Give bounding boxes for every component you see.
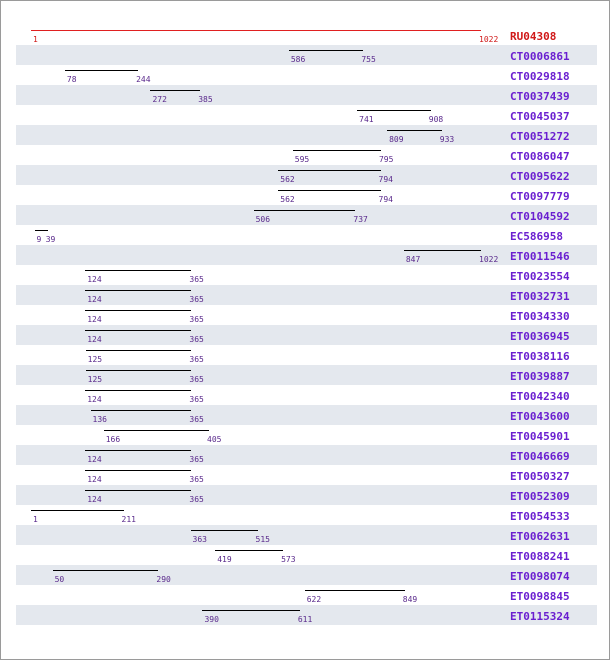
sequence-id-link[interactable]: ET0036945 (510, 330, 570, 343)
start-coordinate: 272 (152, 95, 167, 104)
start-coordinate: 124 (87, 275, 102, 284)
reference-id-link[interactable]: RU04308 (510, 30, 557, 43)
end-coordinate: 365 (189, 355, 204, 364)
sequence-id-link[interactable]: CT0006861 (510, 50, 570, 63)
end-coordinate: 365 (189, 375, 204, 384)
sequence-id-link[interactable]: ET0046669 (510, 450, 570, 463)
alignment-bar (85, 330, 191, 331)
start-coordinate: 124 (87, 315, 102, 324)
end-coordinate: 211 (121, 515, 136, 524)
alignment-bar (254, 210, 356, 211)
alignment-bar (202, 610, 299, 611)
alignment-bar (31, 510, 124, 511)
alignment-bar (104, 430, 209, 431)
end-coordinate: 794 (378, 195, 393, 204)
end-coordinate: 1022 (479, 35, 499, 44)
sequence-id-link[interactable]: ET0050327 (510, 470, 570, 483)
sequence-id-link[interactable]: ET0098845 (510, 590, 570, 603)
end-coordinate: 1022 (479, 255, 499, 264)
start-coordinate: 124 (87, 455, 102, 464)
start-coordinate: 124 (87, 395, 102, 404)
end-coordinate: 365 (189, 395, 204, 404)
alignment-bar (278, 170, 380, 171)
start-coordinate: 50 (54, 575, 65, 584)
sequence-id-link[interactable]: ET0039887 (510, 370, 570, 383)
start-coordinate: 124 (87, 475, 102, 484)
end-coordinate: 795 (378, 155, 394, 164)
alignment-bar (150, 90, 200, 91)
alignment-bar (278, 190, 380, 191)
start-coordinate: 622 (306, 595, 322, 604)
sequence-id-link[interactable]: EC586958 (510, 230, 563, 243)
alignment-bar (85, 270, 191, 271)
alignment-bar (35, 230, 48, 231)
alignment-bar (53, 570, 159, 571)
sequence-id-link[interactable]: CT0104592 (510, 210, 570, 223)
start-coordinate: 9 (36, 235, 42, 244)
start-coordinate: 124 (87, 495, 102, 504)
sequence-id-link[interactable]: CT0029818 (510, 70, 570, 83)
sequence-id-link[interactable]: ET0062631 (510, 530, 570, 543)
end-coordinate: 365 (189, 315, 204, 324)
alignment-bar (85, 390, 191, 391)
end-coordinate: 405 (207, 435, 222, 444)
sequence-id-link[interactable]: CT0086047 (510, 150, 570, 163)
sequence-id-link[interactable]: ET0054533 (510, 510, 570, 523)
sequence-id-link[interactable]: ET0042340 (510, 390, 570, 403)
end-coordinate: 365 (189, 275, 204, 284)
reference-bar (31, 30, 481, 31)
alignment-bar (91, 410, 192, 411)
sequence-id-link[interactable]: ET0032731 (510, 290, 570, 303)
end-coordinate: 290 (156, 575, 171, 584)
end-coordinate: 755 (361, 55, 376, 64)
sequence-id-link[interactable]: ET0038116 (510, 350, 570, 363)
start-coordinate: 847 (405, 255, 421, 264)
sequence-id-link[interactable]: CT0097779 (510, 190, 570, 203)
alignment-bar (215, 550, 283, 551)
start-coordinate: 125 (87, 375, 103, 384)
end-coordinate: 794 (378, 175, 393, 184)
alignment-bar (86, 370, 192, 371)
alignment-bar (85, 450, 191, 451)
alignment-bar (387, 130, 442, 131)
end-coordinate: 515 (255, 535, 270, 544)
sequence-id-link[interactable]: ET0023554 (510, 270, 570, 283)
start-coordinate: 124 (87, 335, 102, 344)
end-coordinate: 737 (353, 215, 368, 224)
sequence-id-link[interactable]: CT0095622 (510, 170, 570, 183)
sequence-id-link[interactable]: ET0043600 (510, 410, 570, 423)
sequence-id-link[interactable]: ET0034330 (510, 310, 570, 323)
sequence-id-link[interactable]: CT0051272 (510, 130, 570, 143)
sequence-id-link[interactable]: ET0045901 (510, 430, 570, 443)
start-coordinate: 595 (294, 155, 310, 164)
start-coordinate: 562 (280, 175, 295, 184)
end-coordinate: 573 (281, 555, 296, 564)
alignment-bar (305, 590, 405, 591)
alignment-bar (65, 70, 138, 71)
end-coordinate: 385 (198, 95, 213, 104)
start-coordinate: 586 (290, 55, 306, 64)
start-coordinate: 419 (217, 555, 232, 564)
sequence-id-link[interactable]: ET0098074 (510, 570, 570, 583)
alignment-bar (85, 310, 191, 311)
start-coordinate: 166 (105, 435, 121, 444)
start-coordinate: 390 (204, 615, 219, 624)
start-coordinate: 363 (192, 535, 207, 544)
sequence-id-link[interactable]: ET0011546 (510, 250, 570, 263)
end-coordinate: 611 (297, 615, 313, 624)
start-coordinate: 741 (359, 115, 374, 124)
end-coordinate: 365 (189, 495, 204, 504)
alignment-bar (85, 290, 191, 291)
end-coordinate: 365 (189, 455, 204, 464)
end-coordinate: 849 (402, 595, 418, 604)
end-coordinate: 39 (45, 235, 56, 244)
end-coordinate: 365 (189, 335, 204, 344)
alignment-bar (289, 50, 363, 51)
end-coordinate: 933 (439, 135, 455, 144)
end-coordinate: 365 (189, 475, 204, 484)
alignment-bar (86, 350, 192, 351)
start-coordinate: 78 (66, 75, 77, 84)
alignment-bar (357, 110, 431, 111)
start-coordinate: 136 (92, 415, 107, 424)
sequence-id-link[interactable]: ET0115324 (510, 610, 570, 623)
start-coordinate: 124 (87, 295, 102, 304)
sequence-id-link[interactable]: CT0045037 (510, 110, 570, 123)
start-coordinate: 1 (33, 35, 38, 44)
alignment-bar (293, 150, 381, 151)
end-coordinate: 908 (428, 115, 444, 124)
sequence-id-link[interactable]: ET0088241 (510, 550, 570, 563)
start-coordinate: 562 (280, 195, 295, 204)
start-coordinate: 506 (255, 215, 271, 224)
alignment-bar (85, 470, 191, 471)
sequence-id-link[interactable]: ET0052309 (510, 490, 570, 503)
alignment-bar (191, 530, 258, 531)
end-coordinate: 365 (189, 415, 204, 424)
end-coordinate: 365 (189, 295, 204, 304)
start-coordinate: 1 (33, 515, 38, 524)
alignment-bar (85, 490, 191, 491)
alignment-bar (404, 250, 481, 251)
start-coordinate: 809 (389, 135, 404, 144)
start-coordinate: 125 (87, 355, 103, 364)
sequence-id-link[interactable]: CT0037439 (510, 90, 570, 103)
end-coordinate: 244 (136, 75, 151, 84)
